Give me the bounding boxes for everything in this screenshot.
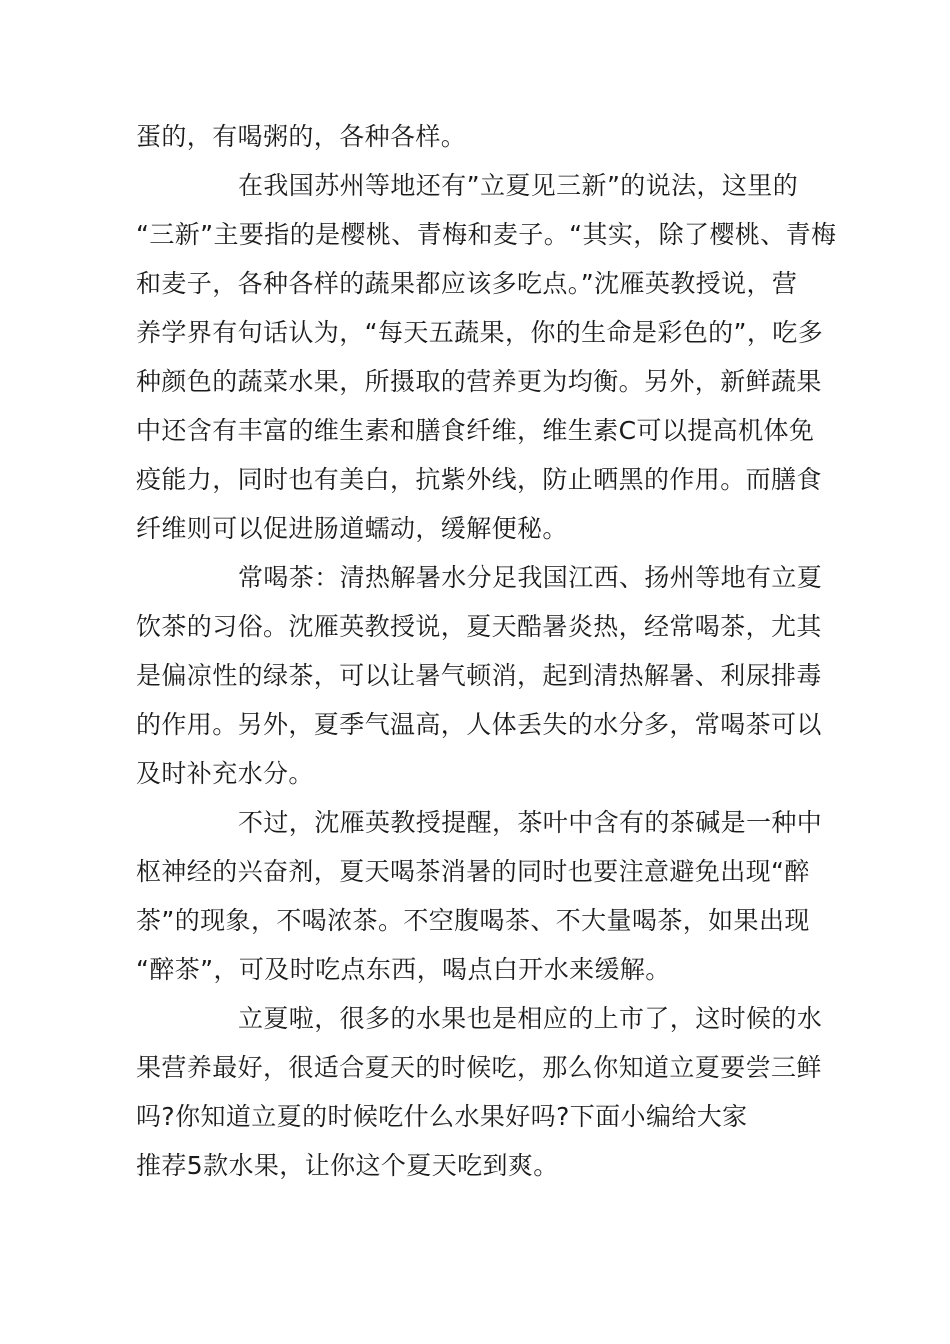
text-line: 常喝茶：清热解暑水分足我国江西、扬州等地有立夏 — [238, 563, 823, 592]
document-body — [136, 112, 836, 1190]
text-line: 立夏啦，很多的水果也是相应的上市了，这时候的水 — [238, 1004, 823, 1033]
text-line: 茶”的现象，不喝浓茶。不空腹喝茶、不大量喝茶，如果出现 — [136, 906, 810, 935]
text-line: 枢神经的兴奋剂，夏天喝茶消暑的同时也要注意避免出现“醉 — [136, 857, 810, 886]
text-line: 中还含有丰富的维生素和膳食纤维，维生素C可以提高机体免 — [136, 416, 815, 445]
text-line: 果营养最好，很适合夏天的时候吃，那么你知道立夏要尝三鲜 — [136, 1053, 822, 1082]
text-line: 饮茶的习俗。沈雁英教授说，夏天酷暑炎热，经常喝茶，尤其 — [136, 612, 822, 641]
text-line: “三新”主要指的是樱桃、青梅和麦子。“其实，除了樱桃、青梅 — [136, 220, 837, 249]
text-line: 在我国苏州等地还有”立夏见三新”的说法，这里的 — [238, 171, 799, 200]
text-line: 及时补充水分。 — [136, 759, 314, 788]
text-line: 纤维则可以促进肠道蠕动，缓解便秘。 — [136, 514, 568, 543]
text-line: 吗?你知道立夏的时候吃什么水果好吗?下面小编给大家 — [136, 1102, 748, 1131]
text-line: 推荐5款水果，让你这个夏天吃到爽。 — [136, 1151, 559, 1180]
text-line: 是偏凉性的绿茶，可以让暑气顿消，起到清热解暑、利尿排毒 — [136, 661, 822, 690]
text-line: “醉茶”，可及时吃点东西，喝点白开水来缓解。 — [136, 955, 671, 984]
text-line: 和麦子，各种各样的蔬果都应该多吃点。”沈雁英教授说，营 — [136, 269, 798, 298]
text-line: 养学界有句话认为，“每天五蔬果，你的生命是彩色的”，吃多 — [136, 318, 824, 347]
text-line: 蛋的，有喝粥的，各种各样。 — [136, 122, 467, 151]
text-line: 不过，沈雁英教授提醒，茶叶中含有的茶碱是一种中 — [238, 808, 823, 837]
text-line: 疫能力，同时也有美白，抗紫外线，防止晒黑的作用。而膳食 — [136, 465, 822, 494]
text-line: 的作用。另外，夏季气温高，人体丢失的水分多，常喝茶可以 — [136, 710, 822, 739]
text-line: 种颜色的蔬菜水果，所摄取的营养更为均衡。另外，新鲜蔬果 — [136, 367, 822, 396]
